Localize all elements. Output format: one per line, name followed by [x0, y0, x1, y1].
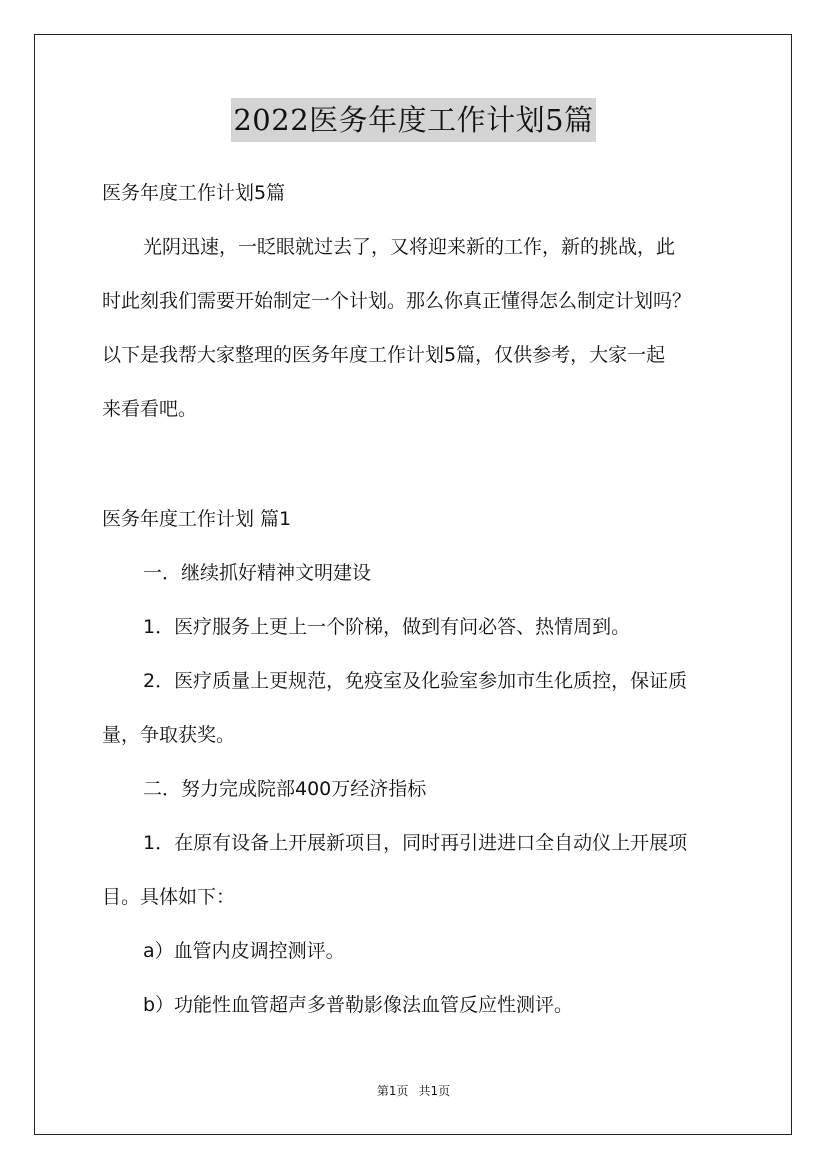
- body-line-2: 1．医疗服务上更上一个阶梯，做到有问必答、热情周到。: [143, 616, 631, 638]
- body-line-3: 2．医疗质量上更规范，免疫室及化验室参加市生化质控，保证质: [143, 670, 688, 692]
- body-line-1: 一．继续抓好精神文明建设: [143, 562, 372, 584]
- intro-line-3: 以下是我帮大家整理的医务年度工作计划5篇，仅供参考，大家一起: [102, 344, 666, 366]
- body-line-7: 目。具体如下：: [102, 886, 236, 908]
- intro-line-1: 光阴迅速，一眨眼就过去了，又将迎来新的工作，新的挑战，此: [143, 236, 676, 258]
- page-footer: [0, 1082, 827, 1099]
- title-container: [0, 98, 827, 142]
- document-title: 2022医务年度工作计划5篇: [231, 98, 595, 142]
- body-line-5: 二．努力完成院部400万经济指标: [143, 778, 427, 800]
- body-line-4: 量，争取获奖。: [102, 724, 236, 746]
- page-total: 共1页: [418, 1084, 451, 1098]
- page-number: 第1页: [376, 1084, 409, 1098]
- intro-line-4: 来看看吧。: [102, 398, 198, 420]
- section-heading: 医务年度工作计划 篇1: [102, 508, 292, 530]
- body-line-6: 1．在原有设备上开展新项目，同时再引进进口全自动仪上开展项: [143, 832, 688, 854]
- intro-line-2: 时此刻我们需要开始制定一个计划。那么你真正懂得怎么制定计划吗？: [102, 290, 692, 312]
- body-line-8: a）血管内皮调控测评。: [143, 940, 345, 962]
- document-subtitle: 医务年度工作计划5篇: [102, 182, 286, 204]
- body-line-9: b）功能性血管超声多普勒影像法血管反应性测评。: [143, 994, 574, 1016]
